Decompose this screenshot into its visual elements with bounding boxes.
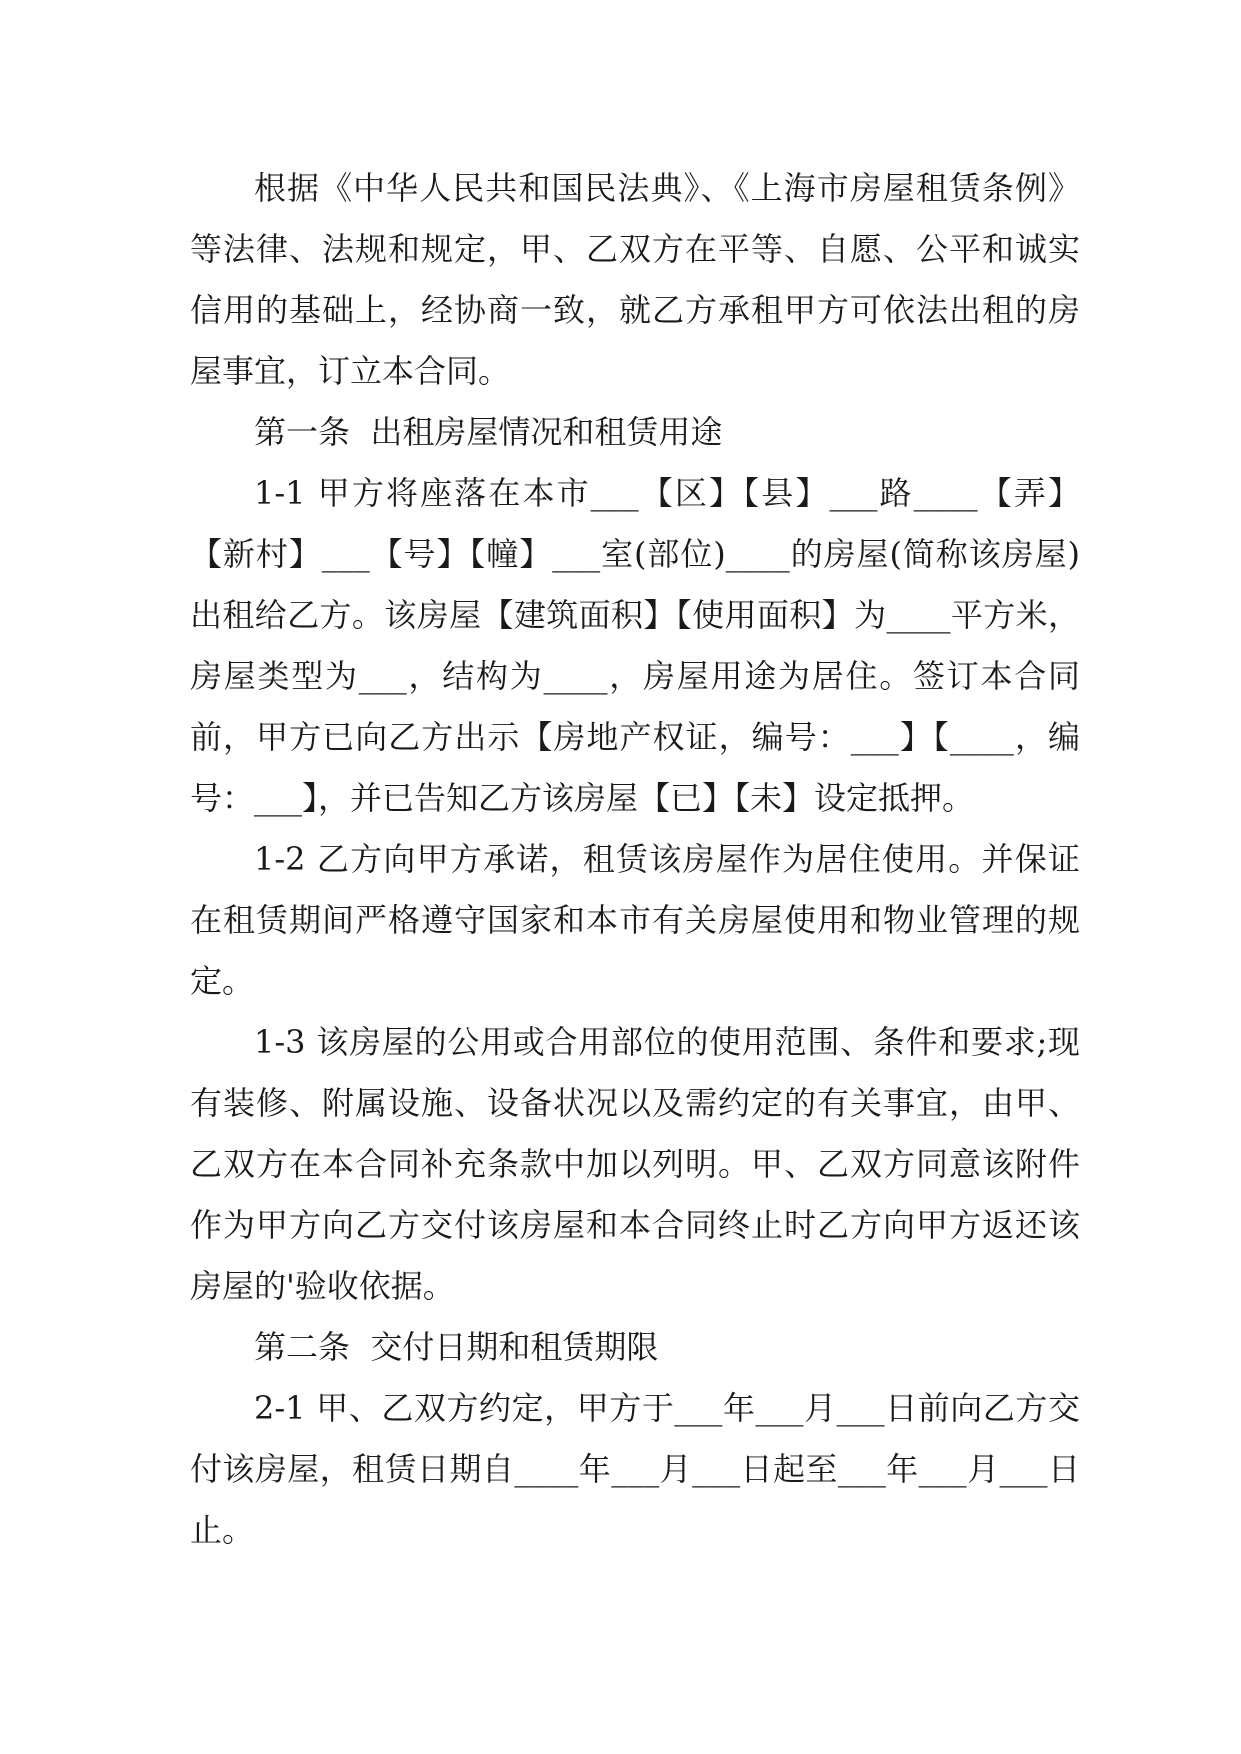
- contract-page: [190, 158, 1080, 1561]
- article-2-heading: 第二条 交付日期和租赁期限: [254, 1328, 659, 1366]
- clause-2-1-paragraph: 2-1 甲、乙双方约定，甲方于___年___月___日前向乙方交付该房屋，租赁日期自____年___月___日起至___年___月___日止。: [190, 1389, 1080, 1549]
- clause-1-2-paragraph: 1-2 乙方向甲方承诺，租赁该房屋作为居住使用。并保证在租赁期间严格遵守国家和本市有关房屋使用和物业管理的规定。: [190, 840, 1080, 1000]
- article-1-heading: 第一条 出租房屋情况和租赁用途: [254, 413, 723, 451]
- clause-1-1-paragraph: 1-1 甲方将座落在本市___【区】【县】___路____【弄】【新村】___【号】【幢】___室(部位)____的房屋(简称该房屋)出租给乙方。该房屋【建筑面积】【使用面积】为____平方米，房屋类型为___，结构为____，房屋用途为居住。签订本合同前，甲方已向乙方出示【房地产权证，编号：___】【____，编号：___】，并已告知乙方该房屋【已】【未】设定抵押。: [190, 474, 1080, 817]
- intro-paragraph: 根据《中华人民共和国民法典》、《上海市房屋租赁条例》等法律、法规和规定，甲、乙双方在平等、自愿、公平和诚实信用的基础上，经协商一致，就乙方承租甲方可依法出租的房屋事宜，订立本合同。: [190, 169, 1080, 390]
- clause-1-3-paragraph: 1-3 该房屋的公用或合用部位的使用范围、条件和要求;现有装修、附属设施、设备状况以及需约定的有关事宜，由甲、乙双方在本合同补充条款中加以列明。甲、乙双方同意该附件作为甲方向乙方交付该房屋和本合同终止时乙方向甲方返还该房屋的'验收依据。: [190, 1023, 1080, 1305]
